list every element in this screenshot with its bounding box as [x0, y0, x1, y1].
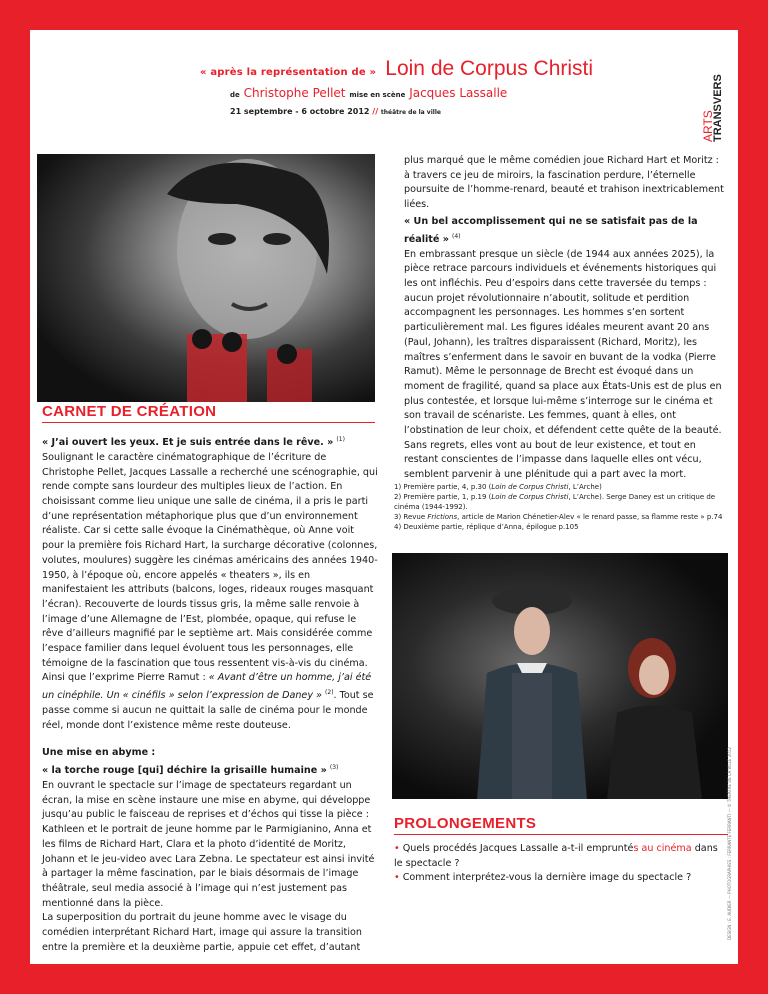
ref4: (4) [451, 232, 461, 240]
note-1: 1) Première partie, 4, p.30 (Loin de Corpus Christi, L’Arche) [394, 483, 602, 491]
quote4: « Un bel accomplissement qui ne se satisfait pas de la réalité » [404, 216, 698, 245]
header-kicker: « après la représentation de » [200, 67, 377, 78]
logo-word-transvers: TRANSVERS [712, 74, 724, 142]
photo-stage-actors [392, 553, 728, 799]
right-main-column [404, 215, 726, 483]
photo-screening-scene [37, 154, 375, 402]
carnet-p1: Soulignant le caractère cinématographique de l’écriture de Christophe Pellet, Jacques Lassalle a recherché une scénographie, qui rende compte sans lourdeur des multiples lieux de l’action. En choisissant comme lieu unique une salle de cinéma, il a pris le parti d’une représentation métaphorique plus que d’un environnement réaliste. Car si cette salle évoque la Cinémathèque, où Anne voit pour la première fois Richard Hart, la surcharge décorative (colonnes, volutes, moulures) suggère les cinémas américains des années 1940-1950, à l’époque où, encore appelés « theaters », ils en manifestaient les attributs (balcons, loges, rideaux rouges masquant l’écran). Recouverte de lourds tissus gris, la même salle renvoie à l’image d’une Allemagne de l’Est, plombée, opaque, qui refuse le rêve d’ailleurs magnifié par le septième art. Mais considérée comme l’espace familier dans lequel évoluent tous les personnages, elle témoigne de la fascination que tous ressentent vis-à-vis du cinéma. Ainsi que l’exprime Pierre Ramut : [42, 451, 378, 684]
header-credits-line [230, 86, 507, 100]
page [30, 30, 738, 964]
note-3: 3) Revue Frictions, article de Marion Chénetier-Alev « le renard passe, sa flamme reste » p.74 [394, 513, 723, 521]
carnet-p2: En ouvrant le spectacle sur l’image de spectateurs regardant un écran, la mise en scène instaure une mise en abyme, qui développe jusqu’au public le faisceau de reprises et d’échos qui tisse la pièce : Kathleen et le portrait de jeune homme par le Parmigianino, Anna et les films de Richard Hart, Clara et la photo d’identité de Moritz, Johann et le jeu-video avec Lara Zebna. Le spectateur est ainsi invité à partager la même fascination, par le biais désormais de l’image théâtrale, seul media associé à l’image qui n’est justement pas mentionné dans la pièce. [42, 780, 375, 909]
vertical-credit: DESIGN : E. AUDIER — PHOTOGRAPHIES : FERRANTE FERRANTI — © THÉÂTRE DE LA VILLE 2012 [727, 747, 732, 940]
carnet-column [42, 433, 378, 955]
header-title-line [200, 57, 593, 81]
right-p4: En embrassant presque un siècle (de 1944 aux années 2025), la pièce retrace parcours individuels et événements historiques qui les ont infléchis. Peu d’espoirs dans cette traversée du temps : aucun projet révolutionnaire n’aboutit, solitude et perdition accompagnent les personnages. Les hommes s’en sortent particulièrement mal. Les figures idéales meurent avant 20 ans (Paul, Johann), les traîtres disparaissent (Richard, Moritz), les maîtres s’enferment dans le savoir en buvant de la vodka (Pierre Ramut). Même le personnage de Brecht est évoqué dans un moment de fragilité, quand sa place aux États-Unis est de plus en plus contestée, et lorsque lui-même s’interroge sur le cinéma et son travail de scénariste. Les femmes, quant à elles, ont l’obstination de leur choix, et défendent cette quête de la beauté. Sans regrets, elles vont au bout de leur existence, et tout en restant conscientes de l’impasse dans laquelle elles ont vécu, semblent parvenir à une plénitude qui a part avec la mort. [404, 248, 722, 481]
stage-actors-illustration [392, 553, 728, 799]
question-2: • Comment interprétez-vous la dernière image du spectacle ? [394, 872, 692, 884]
carnet-italic-quote: « Avant d’être un homme, j’ai été un cinéphile. Un « cinéfils » selon l’expression de Daney » [42, 672, 372, 702]
screen-face-illustration [37, 154, 375, 402]
carnet-rule [42, 422, 375, 423]
arts-transverses-logo [692, 52, 722, 148]
carnet-p3: La superposition du portrait du jeune homme avec le visage du comédien interprétant Richard Hart, image qui assure la transition entre la première et la deuxième partie, appuie cet effet, d’autant [42, 912, 362, 953]
subhead2: « la torche rouge [qui] déchire la grisaille humaine » [42, 765, 327, 777]
ref2: (2) [325, 689, 334, 697]
quote1: « J’ai ouvert les yeux. Et je suis entrée dans le rêve. » [42, 437, 334, 449]
right-p0: plus marqué que le même comédien joue Richard Hart et Moritz : à travers ce jeu de miroirs, la fascination perdure, l’éternelle poursuite de l’homme-renard, beauté et trahison inextricablement liées. [404, 155, 724, 211]
question-1: • Quels procédés Jacques Lassalle a-t-il empruntés au cinéma dans le spectacle ? [394, 843, 718, 869]
subhead1: Une mise en abyme : [42, 747, 156, 759]
header-dates-line [230, 107, 441, 116]
carnet-heading: CARNET DE CRÉATION [42, 403, 217, 420]
prolongements-questions [394, 842, 728, 886]
author-name: Christophe Pellet [243, 86, 346, 100]
dates: 21 septembre - 6 octobre 2012 [230, 107, 370, 116]
right-intro-paragraph [404, 154, 726, 213]
footnotes [394, 482, 724, 532]
venue: théâtre de la ville [380, 109, 441, 116]
carnet-p1-end: . Tout se passe comme si aucun ne quittait la salle de cinéma pour le monde réel, monde dont l’existence même reste douteuse. [42, 690, 374, 731]
de-label: de [230, 91, 240, 99]
slashes: // [372, 107, 379, 116]
note-4: 4) Deuxième partie, réplique d’Anna, épilogue p.105 [394, 523, 579, 531]
director-name: Jacques Lassalle [409, 86, 508, 100]
note-2: 2) Première partie, 1, p.19 (Loin de Corpus Christi, L’Arche). Serge Daney est un critique de cinéma (1944-1992). [394, 493, 716, 511]
logo-word-arts: ARTS [701, 110, 715, 142]
ref1: (1) [336, 436, 345, 443]
ref3: (3) [329, 764, 339, 772]
mise-en-scene-label: mise en scène [349, 91, 406, 99]
play-title: Loin de Corpus Christi [385, 57, 594, 80]
prolongements-heading: PROLONGEMENTS [394, 815, 537, 832]
prolongements-rule [394, 834, 728, 835]
